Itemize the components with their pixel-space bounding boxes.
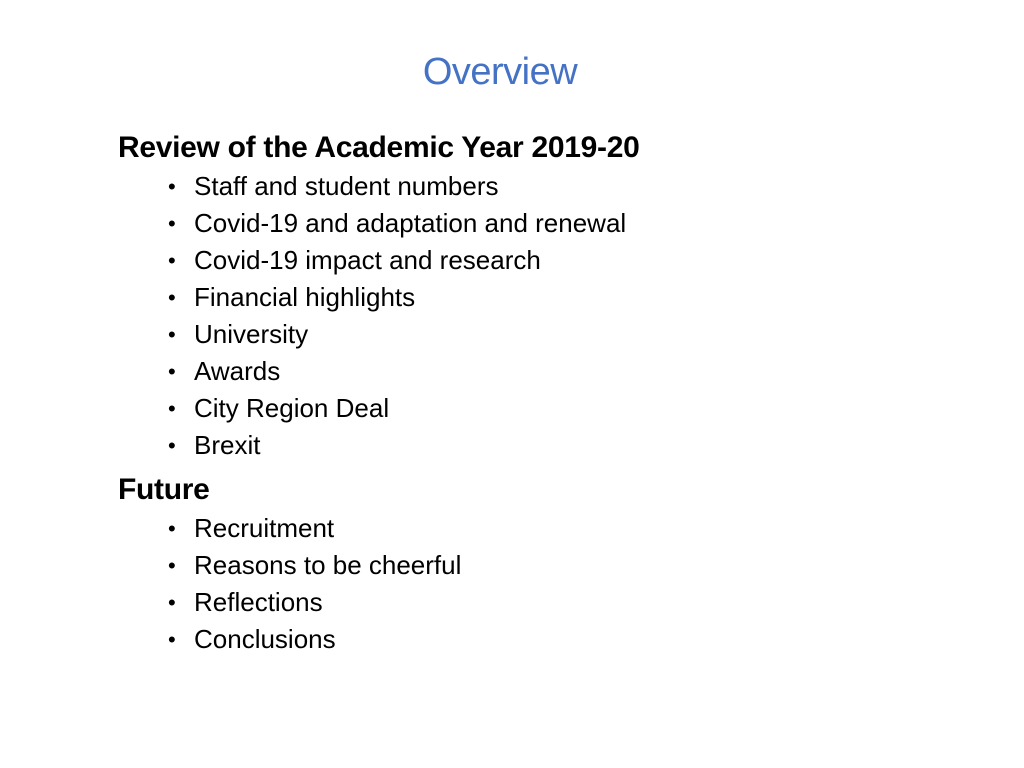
bullet-icon: •	[168, 211, 176, 236]
bullet-icon: •	[168, 248, 176, 273]
list-item-label: Reflections	[194, 587, 323, 617]
bullet-icon: •	[168, 516, 176, 541]
slide-title: Overview	[422, 51, 578, 93]
list-item	[168, 205, 938, 242]
list-item	[168, 510, 938, 547]
list-item	[168, 390, 938, 427]
list-item-label: City Region Deal	[194, 393, 390, 423]
bullet-icon: •	[168, 590, 176, 615]
list-item-label: Staff and student numbers	[194, 171, 499, 201]
list-item	[168, 242, 938, 279]
list-item	[168, 427, 938, 464]
list-item-label: Recruitment	[194, 513, 335, 543]
list-item	[168, 621, 938, 658]
slide-content	[118, 128, 938, 664]
list-item	[168, 353, 938, 390]
bullet-icon: •	[168, 174, 176, 199]
list-item	[168, 584, 938, 621]
list-item-label: Awards	[194, 356, 281, 386]
list-item	[168, 547, 938, 584]
future-list	[118, 510, 938, 658]
bullet-icon: •	[168, 627, 176, 652]
list-item-label: Financial highlights	[194, 282, 416, 312]
list-item	[168, 279, 938, 316]
section-heading-future: Future	[118, 473, 210, 506]
bullet-icon: •	[168, 553, 176, 578]
section-heading-review: Review of the Academic Year 2019-20	[118, 131, 640, 164]
bullet-icon: •	[168, 285, 176, 310]
list-item	[168, 316, 938, 353]
list-item	[168, 168, 938, 205]
list-item-label: Conclusions	[194, 624, 336, 654]
review-list	[118, 168, 938, 464]
list-item-label: Reasons to be cheerful	[194, 550, 462, 580]
list-item-label: Brexit	[194, 430, 261, 460]
list-item-label: Covid-19 impact and research	[194, 245, 541, 275]
bullet-icon: •	[168, 322, 176, 347]
bullet-icon: •	[168, 359, 176, 384]
bullet-icon: •	[168, 396, 176, 421]
bullet-icon: •	[168, 433, 176, 458]
list-item-label: Covid-19 and adaptation and renewal	[194, 208, 627, 238]
list-item-label: University	[194, 319, 309, 349]
